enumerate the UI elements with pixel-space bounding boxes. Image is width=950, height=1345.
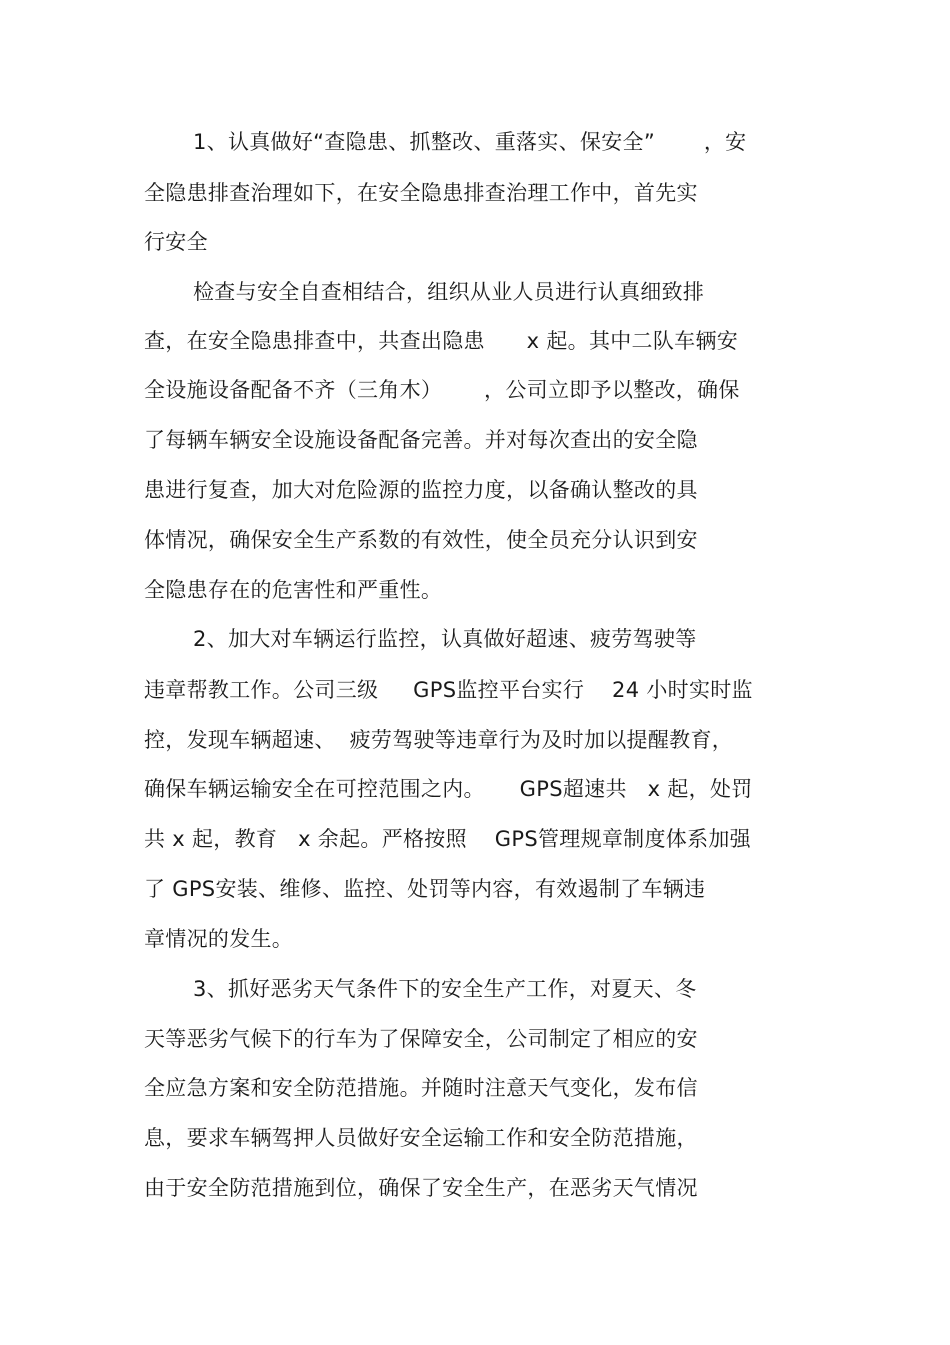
- paragraph-3-line-1: 2、加大对车辆运行监控，认真做好超速、疲劳驾驶等: [193, 627, 697, 651]
- paragraph-3-line-6: 了 GPS安装、维修、监控、处罚等内容，有效遏制了车辆违: [144, 877, 706, 901]
- paragraph-4-line-4: 息，要求车辆驾押人员做好安全运输工作和安全防范措施，: [144, 1126, 698, 1150]
- paragraph-1-line-3: 行安全: [144, 230, 208, 254]
- paragraph-2-line-1: 检查与安全自查相结合，组织从业人员进行认真细致排: [193, 280, 705, 304]
- paragraph-4-line-5: 由于安全防范措施到位，确保了安全生产，在恶劣天气情况: [144, 1176, 698, 1200]
- paragraph-3-line-5: 共 x 起，教育 x 余起。严格按照 GPS管理规章制度体系加强: [144, 827, 751, 851]
- paragraph-4-line-2: 天等恶劣气候下的行车为了保障安全，公司制定了相应的安: [144, 1027, 698, 1051]
- paragraph-2-line-2: 查，在安全隐患排查中，共查出隐患 x 起。其中二队车辆安: [144, 329, 739, 353]
- paragraph-4-line-1: 3、抓好恶劣天气条件下的安全生产工作，对夏天、冬: [193, 977, 697, 1001]
- paragraph-1-line-2: 全隐患排查治理如下，在安全隐患排查治理工作中，首先实: [144, 181, 698, 205]
- paragraph-3-line-7: 章情况的发生。: [144, 927, 294, 951]
- paragraph-1-line-1: 1、认真做好“查隐患、抓整改、重落实、保安全” ，安: [193, 130, 747, 154]
- paragraph-3-line-4: 确保车辆运输安全在可控范围之内。 GPS超速共 x 起，处罚: [144, 777, 753, 801]
- paragraph-2-line-3: 全设施设备配备不齐（三角木） ，公司立即予以整改，确保: [144, 378, 740, 402]
- paragraph-2-line-4: 了每辆车辆安全设施设备配备完善。并对每次查出的安全隐: [144, 428, 698, 452]
- paragraph-2-line-5: 患进行复查，加大对危险源的监控力度，以备确认整改的具: [144, 478, 698, 502]
- paragraph-2-line-7: 全隐患存在的危害性和严重性。: [144, 578, 443, 602]
- paragraph-3-line-2: 违章帮教工作。公司三级 GPS监控平台实行 24 小时实时监: [144, 678, 753, 702]
- paragraph-2-line-6: 体情况，确保安全生产系数的有效性，使全员充分认识到安: [144, 528, 698, 552]
- paragraph-3-line-3: 控，发现车辆超速、 疲劳驾驶等违章行为及时加以提醒教育，: [144, 728, 734, 752]
- paragraph-4-line-3: 全应急方案和安全防范措施。并随时注意天气变化，发布信: [144, 1076, 698, 1100]
